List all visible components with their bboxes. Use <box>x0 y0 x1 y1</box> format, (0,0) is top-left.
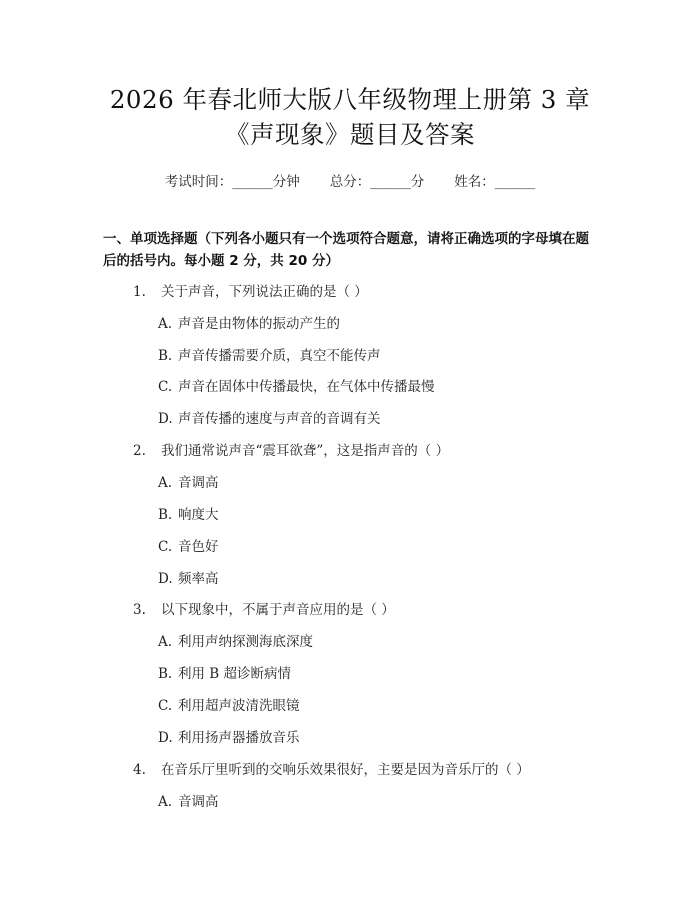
question-number: 3. <box>133 602 146 618</box>
option-text: 利用超声波清洗眼镜 <box>178 698 300 714</box>
answer-option <box>158 474 219 492</box>
question-number: 4. <box>133 762 146 778</box>
option-text: 声音传播的速度与声音的音调有关 <box>178 411 381 427</box>
question-number: 2. <box>133 443 146 459</box>
document-title-line-1: 2026 年春北师大版八年级物理上册第 3 章 <box>109 85 591 114</box>
option-text: 音调高 <box>178 475 219 491</box>
question-stem <box>133 283 368 301</box>
option-text: 频率高 <box>178 571 219 587</box>
option-letter: B. <box>158 666 173 682</box>
option-text: 利用扬声器播放音乐 <box>178 730 300 746</box>
option-letter: A. <box>158 634 173 650</box>
option-text: 响度大 <box>178 507 219 523</box>
question-stem <box>133 442 449 460</box>
option-letter: A. <box>158 475 173 491</box>
question-text: 关于声音，下列说法正确的是（ ） <box>161 284 368 300</box>
option-letter: D. <box>158 411 173 427</box>
option-text: 利用声纳探测海底深度 <box>178 634 313 650</box>
answer-option <box>158 665 291 683</box>
option-letter: C. <box>158 539 173 555</box>
answer-option <box>158 633 313 651</box>
answer-option <box>158 315 340 333</box>
answer-option <box>158 570 219 588</box>
answer-option <box>158 538 219 556</box>
option-letter: B. <box>158 507 173 523</box>
question-stem <box>133 761 530 779</box>
answer-option <box>158 347 381 365</box>
question-number: 1. <box>133 284 146 300</box>
option-text: 声音在固体中传播最快，在气体中传播最慢 <box>178 379 435 395</box>
option-letter: D. <box>158 571 173 587</box>
option-text: 声音传播需要介质，真空不能传声 <box>178 348 381 364</box>
exam-time-blank: ______ <box>232 174 273 190</box>
option-letter: A. <box>158 316 173 332</box>
section-heading-single-choice: 一、单项选择题（下列各小题只有一个选项符合题意，请将正确选项的字母填在题后的括号内。每小题 2 分，共 20 分） <box>103 231 589 269</box>
option-text: 音色好 <box>178 539 219 555</box>
option-letter: D. <box>158 730 173 746</box>
option-letter: A. <box>158 794 173 810</box>
answer-option <box>158 506 219 524</box>
student-name-label: 姓名： <box>454 174 495 190</box>
option-text: 利用 B 超诊断病情 <box>178 666 292 682</box>
student-name-blank: ______ <box>494 174 536 190</box>
option-letter: C. <box>158 698 173 714</box>
document-title-line-2: 《声现象》题目及答案 <box>225 120 475 149</box>
exam-time-label: 考试时间： <box>164 174 233 190</box>
answer-option <box>158 410 381 428</box>
option-letter: B. <box>158 348 173 364</box>
answer-option <box>158 793 219 811</box>
answer-option <box>158 697 300 715</box>
total-score-blank: ______ <box>370 174 411 190</box>
question-text: 我们通常说声音“震耳欲聋”，这是指声音的（ ） <box>161 443 450 459</box>
total-score-unit: 分 <box>410 174 425 190</box>
option-text: 声音是由物体的振动产生的 <box>178 316 340 332</box>
option-text: 音调高 <box>178 794 219 810</box>
answer-option <box>158 378 435 396</box>
answer-option <box>158 729 300 747</box>
total-score-label: 总分： <box>329 174 371 190</box>
option-letter: C. <box>158 379 173 395</box>
exam-info-line <box>0 170 700 190</box>
question-stem <box>133 601 395 619</box>
question-text: 在音乐厅里听到的交响乐效果很好，主要是因为音乐厅的（ ） <box>161 762 530 778</box>
exam-time-unit: 分钟 <box>272 174 300 190</box>
question-text: 以下现象中，不属于声音应用的是（ ） <box>161 602 395 618</box>
